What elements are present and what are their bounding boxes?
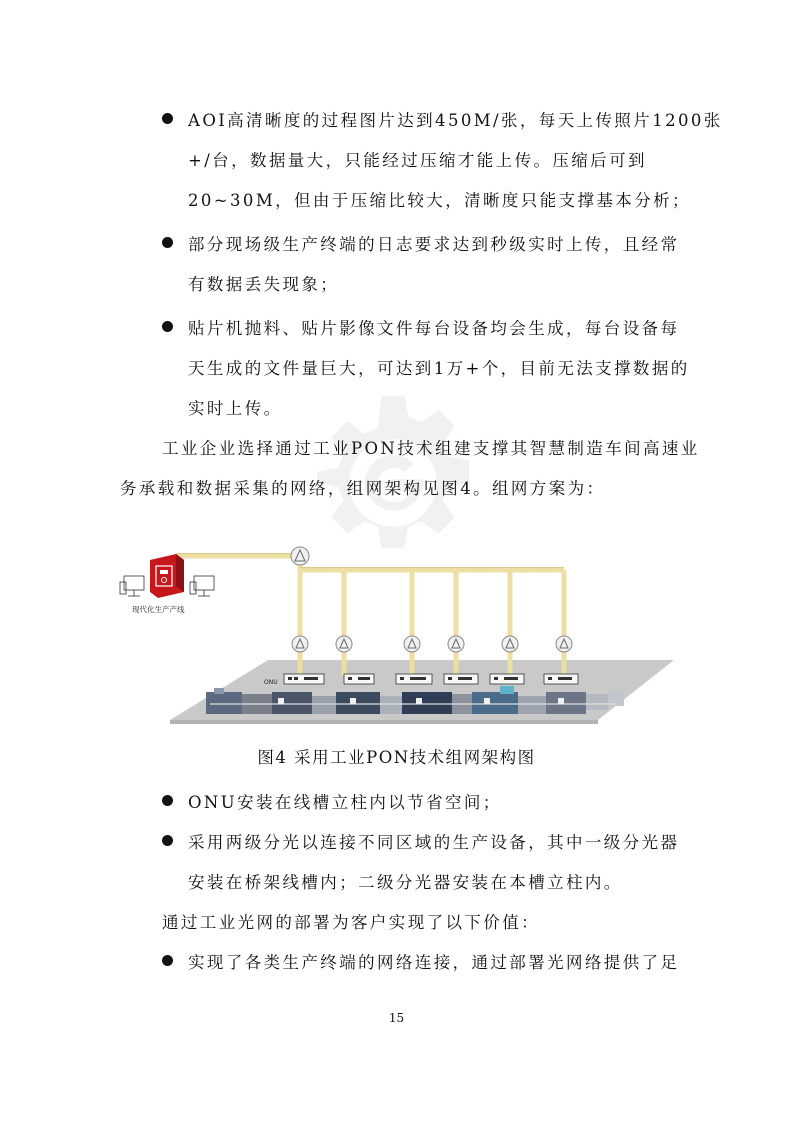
bullet-line: AOI高清晰度的过程图片达到450M/张，每天上传照片1200张 [188, 111, 723, 130]
figure-caption: 图4 采用工业PON技术组网架构图 [257, 748, 536, 767]
bullet-marker [162, 321, 173, 332]
olt-cabinet-icon [150, 554, 184, 598]
bullet-marker [162, 955, 173, 966]
onu-label: ONU [264, 679, 278, 686]
page-number: 15 [388, 1011, 405, 1025]
bullet-line: ONU安装在线槽立柱内以节省空间； [188, 793, 502, 812]
paragraph-line: 务承载和数据采集的网络，组网架构见图4。组网方案为： [120, 479, 606, 498]
bullet-line: 贴片机抛料、贴片影像文件每台设备均会生成，每台设备每 [188, 319, 680, 338]
bullet-marker [162, 795, 173, 806]
workstation-left-icon [120, 576, 144, 596]
bullet-line: 采用两级分光以连接不同区域的生产设备，其中一级分光器 [188, 833, 680, 852]
bullet-line: 实现了各类生产终端的网络连接，通过部署光网络提供了足 [188, 953, 680, 972]
bullet-line: 有数据丢失现象； [188, 275, 340, 294]
fiber-backbone [176, 556, 564, 676]
bullet-line: 天生成的文件量巨大，可达到1万+个，目前无法支撑数据的 [188, 359, 690, 378]
secondary-splitter-icons [292, 636, 572, 652]
bullet-line: 部分现场级生产终端的日志要求达到秒级实时上传，且经常 [188, 235, 680, 254]
primary-splitter-icon [291, 547, 309, 565]
bullet-line: 20~30M，但由于压缩比较大，清晰度只能支撑基本分析； [188, 191, 691, 210]
bullet-marker [162, 237, 173, 248]
bullet-line: +/台，数据量大，只能经过压缩才能上传。压缩后可到 [188, 151, 647, 170]
value-paragraph: 通过工业光网的部署为客户实现了以下价值： [162, 913, 540, 932]
bullet-line: 实时上传。 [188, 399, 283, 418]
bullet-line: 安装在桥架线槽内；二级分光器安装在本槽立柱内。 [188, 873, 623, 892]
pon-architecture-figure [118, 542, 674, 724]
bullet-marker [162, 113, 173, 124]
paragraph-line: 工业企业选择通过工业PON技术组建支撑其智慧制造车间高速业 [162, 439, 700, 458]
olt-label: 现代化生产产线 [132, 605, 185, 614]
workstation-right-icon [190, 576, 214, 596]
bullet-marker [162, 835, 173, 846]
